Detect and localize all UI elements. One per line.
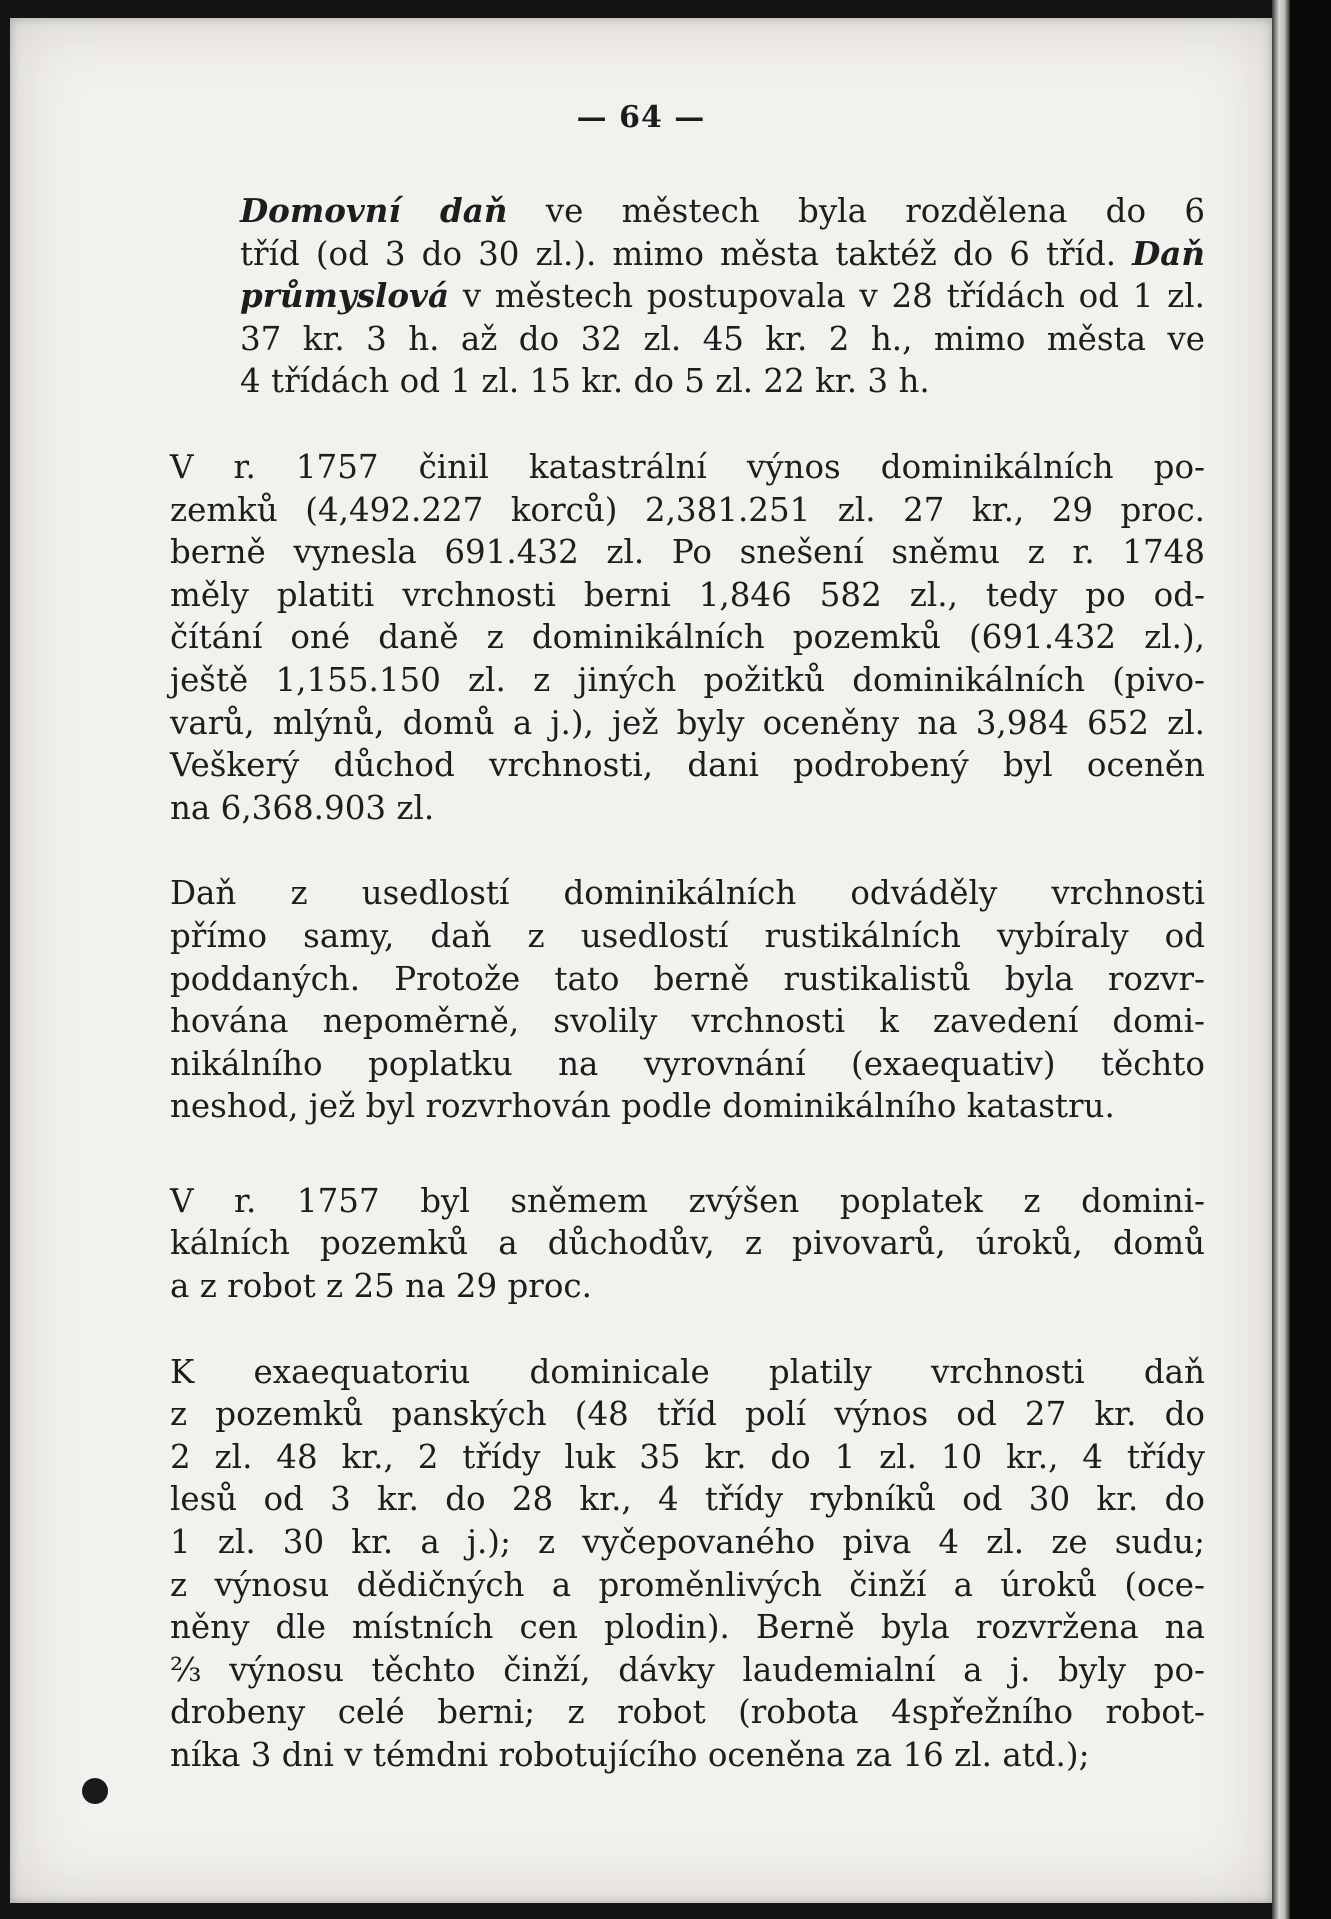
text-run: drobeny celé berni; z robot (robota 4spřežního robot-	[170, 1693, 1205, 1732]
emphasized-term: Daň	[1132, 233, 1205, 273]
text-line	[170, 1085, 1205, 1128]
text-line	[170, 574, 1205, 617]
text-run: měly platiti vrchnosti berni 1,846 582 zl., tedy po od-	[170, 575, 1205, 614]
paragraph-2	[170, 446, 1205, 829]
text-run: 37 kr. 3 h. až do 32 zl. 45 kr. 2 h., mimo města ve	[240, 319, 1205, 358]
ink-speck	[82, 1778, 108, 1804]
text-run: z výnosu dědičných a proměnlivých činží a úroků (oce-	[170, 1565, 1205, 1604]
text-line	[170, 1393, 1205, 1436]
text-run: 2 zl. 48 kr., 2 třídy luk 35 kr. do 1 zl. 10 kr., 4 třídy	[170, 1437, 1205, 1476]
paragraph-4	[170, 1180, 1205, 1308]
text-run: něny dle místních cen plodin). Berně byla rozvržena na	[170, 1608, 1205, 1647]
text-run: níka 3 dni v témdni robotujícího oceněna za 16 zl. atd.);	[170, 1736, 1090, 1774]
text-run: V r. 1757 činil katastrální výnos dominikálních po-	[170, 447, 1205, 486]
text-run: tříd (od 3 do 30 zl.). mimo města taktéž do 6 tříd.	[240, 234, 1133, 273]
text-line	[170, 1521, 1205, 1564]
text-line	[170, 1000, 1205, 1043]
text-run: zemků (4,492.227 korců) 2,381.251 zl. 27 kr., 29 proc.	[170, 490, 1205, 529]
text-line	[170, 1043, 1205, 1086]
paragraph-5	[170, 1351, 1205, 1777]
text-run: K exaequatoriu dominicale platily vrchnosti daň	[170, 1352, 1205, 1391]
text-line	[170, 1222, 1205, 1265]
paragraph-3	[170, 872, 1205, 1128]
text-line	[170, 616, 1205, 659]
text-line	[240, 360, 1205, 403]
text-line	[170, 1564, 1205, 1607]
text-run: poddaných. Protože tato berně rustikalistů byla rozvr-	[170, 959, 1205, 998]
text-run: Daň z usedlostí dominikálních odváděly vrchnosti	[170, 874, 1205, 913]
text-line	[170, 1478, 1205, 1521]
text-line	[170, 1265, 1205, 1308]
text-run: varů, mlýnů, domů a j.), jež byly oceněny na 3,984 652 zl.	[170, 703, 1205, 742]
text-run: neshod, jež byl rozvrhován podle dominikálního katastru.	[170, 1087, 1115, 1126]
text-line	[170, 1691, 1205, 1734]
paragraph-1	[170, 190, 1205, 403]
text-line	[170, 1351, 1205, 1394]
text-run: a z robot z 25 na 29 proc.	[170, 1267, 592, 1306]
text-run: kálních pozemků a důchodův, z pivovarů, úroků, domů	[170, 1224, 1205, 1263]
text-run: ⅔ výnosu těchto činží, dávky laudemialní a j. byly po-	[170, 1650, 1205, 1689]
book-page	[10, 18, 1272, 1903]
text-line	[170, 915, 1205, 958]
page-number: — 64 —	[576, 100, 706, 135]
text-run: berně vynesla 691.432 zl. Po snešení sněmu z r. 1748	[170, 533, 1205, 572]
text-run: přímo samy, daň z usedlostí rustikálních vybíraly od	[170, 916, 1205, 955]
text-line	[170, 1649, 1205, 1692]
text-line	[170, 1606, 1205, 1649]
text-line	[170, 744, 1205, 787]
text-line	[240, 318, 1205, 361]
text-run: lesů od 3 kr. do 28 kr., 4 třídy rybníků od 30 kr. do	[170, 1480, 1205, 1519]
emphasized-term: Domovní daň	[240, 191, 508, 230]
text-line	[170, 659, 1205, 702]
page-edge	[1272, 0, 1290, 1919]
text-line	[240, 233, 1205, 276]
text-run: čítání oné daně z dominikálních pozemků (691.432 zl.),	[170, 618, 1205, 657]
page-body	[170, 190, 1205, 1777]
text-run: nikálního poplatku na vyrovnání (exaequativ) těchto	[170, 1044, 1205, 1083]
text-line	[170, 489, 1205, 532]
text-run: V r. 1757 byl sněmem zvýšen poplatek z domini-	[170, 1181, 1205, 1220]
text-line	[170, 531, 1205, 574]
scan-margin	[1290, 0, 1331, 1919]
text-run: 4 třídách od 1 zl. 15 kr. do 5 zl. 22 kr. 3 h.	[240, 362, 930, 401]
text-line	[170, 787, 1205, 830]
text-run: Veškerý důchod vrchnosti, dani podrobený byl oceněn	[170, 746, 1205, 785]
text-run: v městech postupovala v 28 třídách od 1 zl.	[449, 277, 1205, 316]
text-run: na 6,368.903 zl.	[170, 788, 435, 827]
text-line	[170, 1734, 1205, 1777]
text-line	[170, 1180, 1205, 1223]
text-run: ještě 1,155.150 zl. z jiných požitků dominikálních (pivo-	[170, 660, 1205, 699]
text-line	[240, 190, 1205, 233]
emphasized-term: průmyslová	[240, 276, 450, 316]
text-run: hována nepoměrně, svolily vrchnosti k zavedení domi-	[170, 1002, 1205, 1041]
text-line	[170, 1436, 1205, 1479]
text-line	[170, 702, 1205, 745]
text-line	[240, 275, 1205, 318]
text-line	[170, 958, 1205, 1001]
text-run: ve městech byla rozdělena do 6	[507, 192, 1205, 230]
text-run: 1 zl. 30 kr. a j.); z vyčepovaného piva 4 zl. ze sudu;	[170, 1523, 1205, 1562]
text-line	[170, 872, 1205, 915]
text-run: z pozemků panských (48 tříd polí výnos od 27 kr. do	[170, 1395, 1205, 1434]
text-line	[170, 446, 1205, 489]
